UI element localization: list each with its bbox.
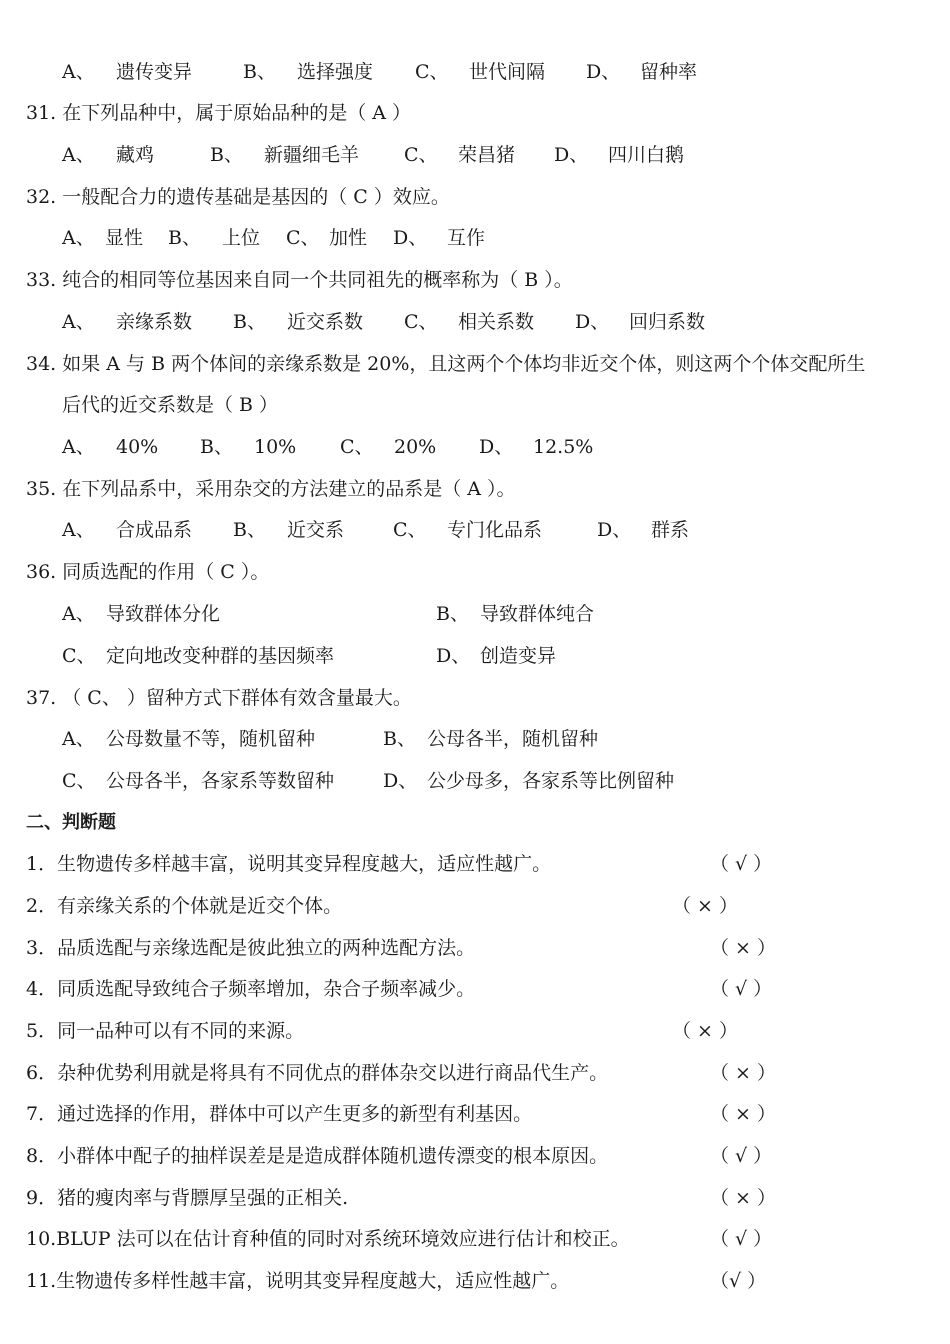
judgment-text: 1．生物遗传多样越丰富，说明其变异程度越大，适应性越广。 xyxy=(26,853,552,875)
option-label: D、 xyxy=(436,645,471,667)
option-label: D、 xyxy=(393,227,428,249)
option-text: 近交系 xyxy=(287,519,345,541)
judgment-text: 7．通过选择的作用，群体中可以产生更多的新型有利基因。 xyxy=(26,1103,533,1125)
option-text: 互作 xyxy=(447,227,486,249)
option-text: 新疆细毛羊 xyxy=(264,144,360,166)
question-text: 33. 纯合的相同等位基因来自同一个共同祖先的概率称为（ B ）。 xyxy=(26,269,573,291)
option-text: 选择强度 xyxy=(297,61,374,83)
option-label: D、 xyxy=(597,519,632,541)
option-label: B、 xyxy=(243,61,276,83)
option-label: A、 xyxy=(62,519,95,541)
judgment-answer: （ × ） xyxy=(710,1187,776,1209)
judgment-text: 10.BLUP 法可以在估计育种值的同时对系统环境效应进行估计和校正。 xyxy=(26,1228,630,1250)
option-text: 定向地改变种群的基因频率 xyxy=(106,645,335,667)
option-label: B、 xyxy=(383,728,416,750)
question-text: 35. 在下列品系中，采用杂交的方法建立的品系是（ A ）。 xyxy=(26,478,516,500)
option-label: B、 xyxy=(436,603,469,625)
option-label: D、 xyxy=(575,311,610,333)
judgment-text: 11.生物遗传多样性越丰富，说明其变异程度越大，适应性越广。 xyxy=(26,1270,570,1292)
option-label: D、 xyxy=(479,436,514,458)
option-text: 加性 xyxy=(329,227,368,249)
option-text: 40% xyxy=(116,436,159,458)
option-text: 公母各半，随机留种 xyxy=(427,728,599,750)
question-text: 36. 同质选配的作用（ C ）。 xyxy=(26,561,270,583)
judgment-answer: （ √ ） xyxy=(710,1145,773,1167)
judgment-answer: （ √ ） xyxy=(710,853,773,875)
judgment-answer: （ √ ） xyxy=(710,978,773,1000)
option-text: 近交系数 xyxy=(287,311,364,333)
option-label: C、 xyxy=(415,61,449,83)
option-text: 回归系数 xyxy=(629,311,706,333)
question-text: 34. 如果 A 与 B 两个体间的亲缘系数是 20%，且这两个个体均非近交个体，则这两个个体交配所生 xyxy=(26,353,866,375)
option-text: 亲缘系数 xyxy=(116,311,193,333)
option-text: 显性 xyxy=(105,227,144,249)
judgment-text: 9．猪的瘦肉率与背膘厚呈强的正相关. xyxy=(26,1187,349,1209)
judgment-answer: （ √ ） xyxy=(710,1228,773,1250)
question-text: 37. （ C、 ）留种方式下群体有效含量最大。 xyxy=(26,687,412,709)
option-label: B、 xyxy=(168,227,201,249)
judgment-answer: （ × ） xyxy=(710,1103,776,1125)
option-text: 四川白鹅 xyxy=(608,144,685,166)
option-label: A、 xyxy=(62,61,95,83)
question-text: 32. 一般配合力的遗传基础是基因的（ C ）效应。 xyxy=(26,186,450,208)
option-label: D、 xyxy=(586,61,621,83)
option-label: A、 xyxy=(62,728,95,750)
option-text: 上位 xyxy=(222,227,261,249)
judgment-text: 3．品质选配与亲缘选配是彼此独立的两种选配方法。 xyxy=(26,937,476,959)
option-label: C、 xyxy=(404,311,438,333)
option-label: A、 xyxy=(62,311,95,333)
option-text: 公母数量不等，随机留种 xyxy=(106,728,316,750)
option-label: B、 xyxy=(233,311,266,333)
option-text: 公少母多，各家系等比例留种 xyxy=(427,770,675,792)
judgment-text: 5．同一品种可以有不同的来源。 xyxy=(26,1020,305,1042)
option-label: C、 xyxy=(340,436,374,458)
judgment-answer: （√ ） xyxy=(710,1270,767,1292)
judgment-text: 2．有亲缘关系的个体就是近交个体。 xyxy=(26,895,343,917)
option-text: 20% xyxy=(394,436,437,458)
option-text: 群系 xyxy=(651,519,690,541)
option-label: C、 xyxy=(393,519,427,541)
question-text: 后代的近交系数是（ B ） xyxy=(62,394,279,416)
option-label: D、 xyxy=(554,144,589,166)
option-label: B、 xyxy=(233,519,266,541)
option-text: 导致群体分化 xyxy=(106,603,221,625)
option-label: A、 xyxy=(62,227,95,249)
judgment-answer: （ × ） xyxy=(672,895,738,917)
option-label: C、 xyxy=(62,645,96,667)
judgment-text: 8．小群体中配子的抽样误差是是造成群体随机遗传漂变的根本原因。 xyxy=(26,1145,609,1167)
option-text: 导致群体纯合 xyxy=(480,603,595,625)
judgment-text: 4．同质选配导致纯合子频率增加，杂合子频率减少。 xyxy=(26,978,476,1000)
option-label: B、 xyxy=(210,144,243,166)
section-title: 二、判断题 xyxy=(26,812,116,833)
option-label: A、 xyxy=(62,144,95,166)
option-text: 10% xyxy=(254,436,297,458)
option-text: 专门化品系 xyxy=(447,519,543,541)
option-text: 相关系数 xyxy=(458,311,535,333)
option-label: B、 xyxy=(200,436,233,458)
judgment-text: 6．杂种优势利用就是将具有不同优点的群体杂交以进行商品代生产。 xyxy=(26,1062,609,1084)
option-text: 世代间隔 xyxy=(469,61,546,83)
option-text: 公母各半，各家系等数留种 xyxy=(106,770,335,792)
option-text: 留种率 xyxy=(640,61,698,83)
option-label: C、 xyxy=(286,227,320,249)
question-text: 31. 在下列品种中，属于原始品种的是（ A ） xyxy=(26,102,412,124)
option-label: C、 xyxy=(62,770,96,792)
option-text: 12.5% xyxy=(533,436,594,458)
option-label: A、 xyxy=(62,603,95,625)
option-text: 创造变异 xyxy=(480,645,557,667)
option-label: A、 xyxy=(62,436,95,458)
option-label: D、 xyxy=(383,770,418,792)
judgment-answer: （ × ） xyxy=(672,1020,738,1042)
option-label: C、 xyxy=(404,144,438,166)
judgment-answer: （ × ） xyxy=(710,937,776,959)
option-text: 藏鸡 xyxy=(116,144,155,166)
option-text: 遗传变异 xyxy=(116,61,193,83)
option-text: 合成品系 xyxy=(116,519,193,541)
judgment-answer: （ × ） xyxy=(710,1062,776,1084)
option-text: 荣昌猪 xyxy=(458,144,516,166)
